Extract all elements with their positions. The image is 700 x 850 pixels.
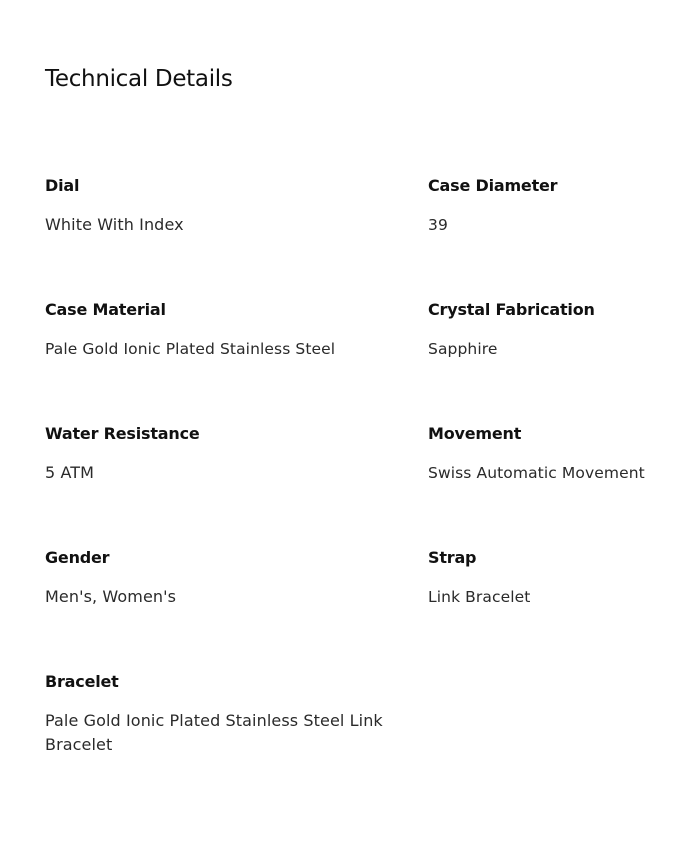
spec-label: Crystal Fabrication [428, 300, 595, 319]
spec-water-resistance [45, 424, 405, 485]
spec-row [45, 176, 685, 300]
spec-value: Pale Gold Ionic Plated Stainless Steel [45, 340, 336, 358]
spec-grid [45, 176, 685, 796]
spec-label: Bracelet [45, 672, 119, 691]
spec-value: Pale Gold Ionic Plated Stainless Steel Link Bracelet [45, 711, 383, 754]
spec-value: Men's, Women's [45, 587, 177, 606]
spec-label: Case Diameter [428, 176, 558, 195]
spec-value: Link Bracelet [428, 588, 531, 606]
spec-value: White With Index [45, 215, 184, 234]
spec-row [45, 548, 685, 672]
spec-strap [428, 548, 685, 609]
spec-label: Movement [428, 424, 522, 443]
spec-bracelet [45, 672, 405, 757]
spec-movement [428, 424, 685, 485]
spec-label: Water Resistance [45, 424, 200, 443]
spec-label: Dial [45, 176, 80, 195]
spec-row [45, 300, 685, 424]
spec-dial [45, 176, 405, 237]
spec-value: 39 [428, 216, 448, 234]
spec-value: Swiss Automatic Movement [428, 464, 645, 482]
spec-value: Sapphire [428, 340, 498, 358]
spec-gender [45, 548, 405, 609]
section-title: Technical Details [45, 66, 233, 92]
spec-label: Strap [428, 548, 477, 567]
spec-label: Case Material [45, 300, 166, 319]
spec-case-material [45, 300, 405, 361]
spec-case-diameter [428, 176, 685, 237]
spec-label: Gender [45, 548, 110, 567]
spec-crystal-fabrication [428, 300, 685, 361]
spec-row [45, 672, 685, 796]
spec-value: 5 ATM [45, 463, 95, 482]
spec-row [45, 424, 685, 548]
